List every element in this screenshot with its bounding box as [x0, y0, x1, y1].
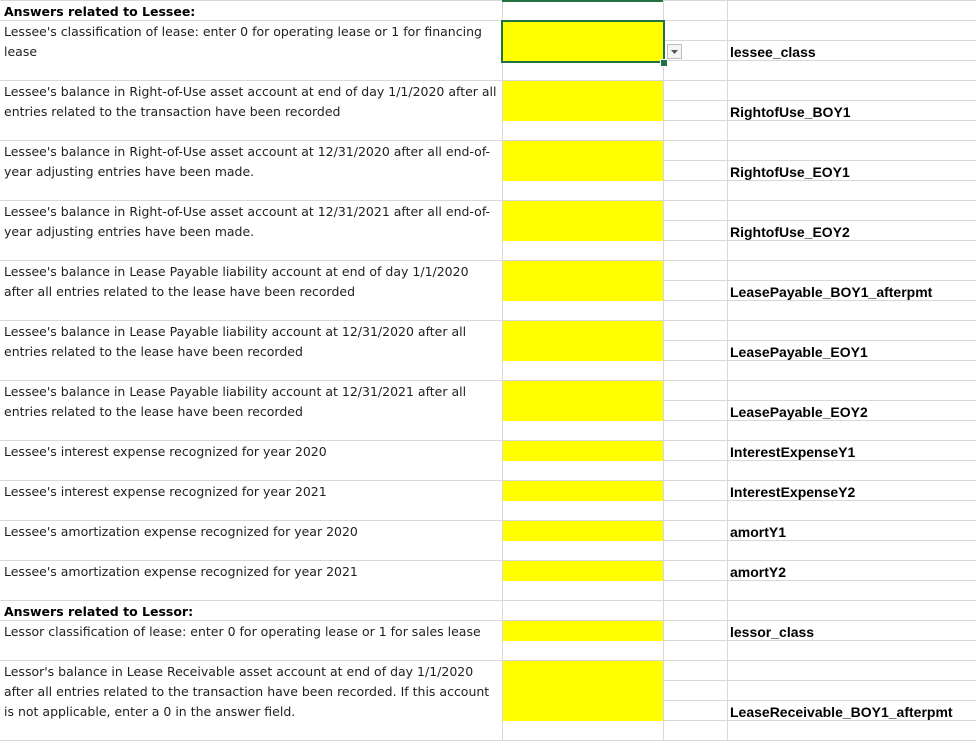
question-label: Lessee's amortization expense recognized for year 2020	[0, 522, 502, 542]
question-label: Lessor classification of lease: enter 0 for operating lease or 1 for sales lease	[0, 622, 502, 642]
dropdown-button[interactable]	[667, 44, 682, 59]
lessee-section-header: Answers related to Lessee:	[4, 4, 196, 19]
question-label: Lessee's balance in Lease Payable liability account at 12/31/2021 after all entries related to the lease have been recorded	[0, 382, 502, 422]
question-label: Lessee's amortization expense recognized for year 2021	[0, 562, 502, 582]
range-name-label: LeasePayable_BOY1_afterpmt	[730, 284, 933, 300]
range-name-label: lessor_class	[730, 624, 815, 640]
question-label: Lessee's balance in Right-of-Use asset account at 12/31/2020 after all end-of-year adjusting entries have been made.	[0, 142, 502, 182]
answer-input-cell[interactable]	[503, 381, 663, 421]
grid-row-line	[0, 480, 976, 481]
chevron-down-icon	[670, 49, 679, 55]
range-name-label: InterestExpenseY1	[730, 444, 856, 460]
question-label: Lessee's interest expense recognized for year 2020	[0, 442, 502, 462]
question-label: Lessee's balance in Right-of-Use asset account at 12/31/2021 after all end-of-year adjusting entries have been made.	[0, 202, 502, 242]
grid-row-line	[0, 140, 976, 141]
answer-input-cell[interactable]	[503, 81, 663, 121]
range-name-label: InterestExpenseY2	[730, 484, 856, 500]
answer-input-cell[interactable]	[503, 321, 663, 361]
answer-input-cell[interactable]	[503, 481, 663, 501]
question-label: Lessee's balance in Lease Payable liability account at 12/31/2020 after all entries related to the lease have been recorded	[0, 322, 502, 362]
question-label: Lessee's classification of lease: enter 0 for operating lease or 1 for financing lease	[0, 22, 502, 62]
grid-row-line	[0, 380, 976, 381]
range-name-label: LeasePayable_EOY2	[730, 404, 868, 420]
answer-input-cell[interactable]	[503, 261, 663, 301]
lessor-section-header: Answers related to Lessor:	[4, 604, 194, 619]
range-name-label: LeasePayable_EOY1	[730, 344, 868, 360]
grid-row-line	[0, 0, 976, 1]
question-label: Lessee's balance in Lease Payable liability account at end of day 1/1/2020 after all entries related to the lease have been recorded	[0, 262, 502, 302]
active-column-marker	[502, 0, 663, 2]
grid-row-line	[0, 260, 976, 261]
range-name-label: lessee_class	[730, 44, 816, 60]
grid-row-line	[0, 320, 976, 321]
active-cell-selection[interactable]	[501, 20, 665, 63]
question-label: Lessee's balance in Right-of-Use asset account at end of day 1/1/2020 after all entries related to the transaction have been recorded	[0, 82, 502, 122]
question-label: Lessee's interest expense recognized for year 2021	[0, 482, 502, 502]
range-name-label: amortY2	[730, 564, 787, 580]
range-name-label: amortY1	[730, 524, 787, 540]
grid-column-line	[663, 0, 664, 741]
grid-row-line	[0, 600, 976, 601]
answer-input-cell[interactable]	[503, 661, 663, 721]
range-name-label: RightofUse_BOY1	[730, 104, 851, 120]
answer-input-cell[interactable]	[503, 441, 663, 461]
range-name-label: RightofUse_EOY2	[730, 224, 850, 240]
grid-row-line	[0, 200, 976, 201]
answer-input-cell[interactable]	[503, 201, 663, 241]
answer-input-cell[interactable]	[503, 621, 663, 641]
grid-row-line	[0, 520, 976, 521]
grid-row-line	[0, 560, 976, 561]
range-name-label: RightofUse_EOY1	[730, 164, 850, 180]
answer-input-cell[interactable]	[503, 521, 663, 541]
answer-input-cell[interactable]	[503, 561, 663, 581]
question-label: Lessor's balance in Lease Receivable asset account at end of day 1/1/2020 after all entries related to the transaction have been recorded. If this account is not applicable, enter a 0 in the answer field.	[0, 662, 502, 722]
grid-row-line	[0, 660, 976, 661]
fill-handle[interactable]	[660, 59, 668, 67]
grid-row-line	[0, 80, 976, 81]
grid-row-line	[0, 440, 976, 441]
answer-input-cell[interactable]	[503, 141, 663, 181]
range-name-label: LeaseReceivable_BOY1_afterpmt	[730, 704, 953, 720]
